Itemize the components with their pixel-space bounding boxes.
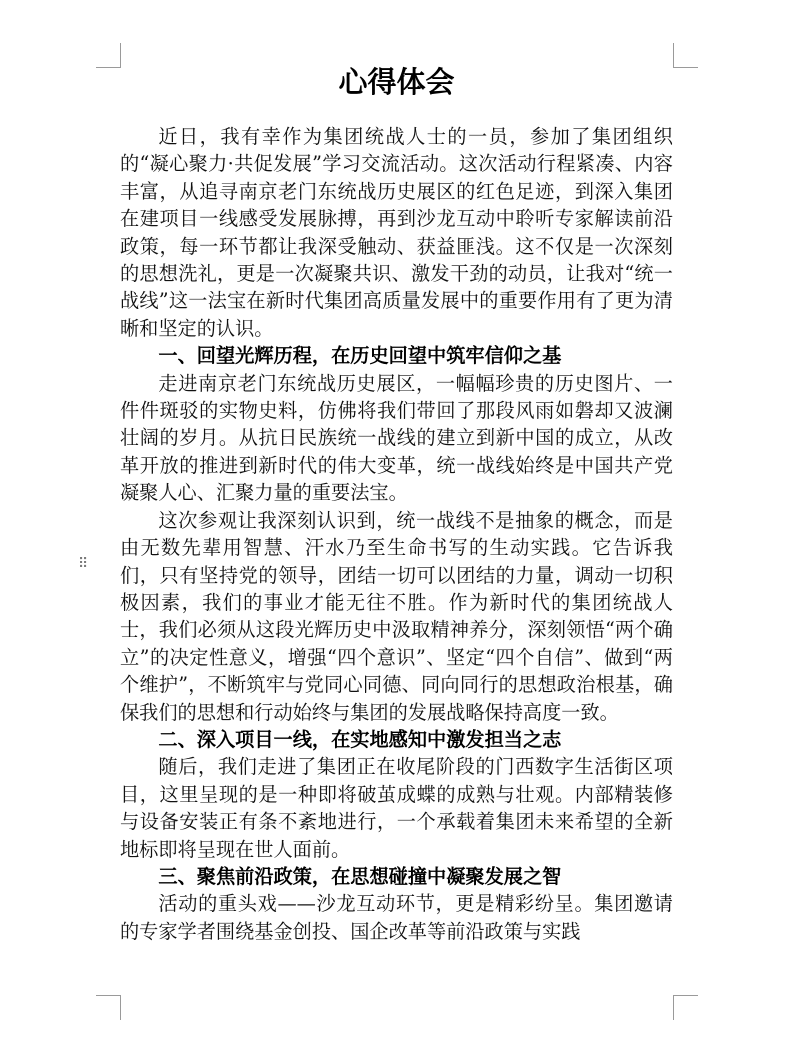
section-heading-2: 二、深入项目一线，在实地感知中激发担当之志 — [158, 727, 562, 751]
intro-paragraph: 近日，我有幸作为集团统战人士的一员，参加了集团组织的“凝心聚力·共促发展”学习交流活动。这次活动行程紧凑、内容丰富，从追寻南京老门东统战历史展区的红色足迹，到深入集团在建项目一线感受发展脉搏，再到沙龙互动中聆听专家解读前沿政策，每一环节都让我深受触动、获益匪浅。这不仅是一次深刻的思想洗礼，更是一次凝聚共识、激发干劲的动员，让我对“统一战线”这一法宝在新时代集团高质量发展中的重要作用有了更为清晰和坚定的认识。 — [120, 125, 673, 340]
crop-mark-bottom-right — [673, 995, 698, 1020]
document-body[interactable] — [120, 123, 673, 945]
crop-mark-bottom-left — [96, 995, 121, 1020]
section-heading-3: 三、聚焦前沿政策，在思想碰撞中凝聚发展之智 — [158, 864, 562, 888]
section-1-paragraph-1: 走进南京老门东统战历史展区，一幅幅珍贵的历史图片、一件件斑驳的实物史料，仿佛将我们带回了那段风雨如磐却又波澜壮阔的岁月。从抗日民族统一战线的建立到新中国的成立，从改革开放的推进到新时代的伟大变革，统一战线始终是中国共产党凝聚人心、汇聚力量的重要法宝。 — [120, 371, 673, 505]
section-2-paragraph-1: 随后，我们走进了集团正在收尾阶段的门西数字生活街区项目，这里呈现的是一种即将破茧成蝶的成熟与壮观。内部精装修与设备安装正有条不紊地进行，一个承载着集团未来希望的全新地标即将呈现在世人面前。 — [120, 755, 673, 861]
crop-mark-top-right — [673, 43, 698, 68]
crop-mark-top-left — [96, 43, 121, 68]
document-title: 心得体会 — [338, 65, 455, 99]
drag-handle-icon[interactable]: ⠿ — [78, 556, 88, 572]
section-3-paragraph-1: 活动的重头戏——沙龙互动环节，更是精彩纷呈。集团邀请的专家学者围绕基金创投、国企改革等前沿政策与实践 — [120, 892, 673, 943]
section-heading-1: 一、回望光辉历程，在历史回望中筑牢信仰之基 — [158, 344, 562, 368]
section-1-paragraph-2: 这次参观让我深刻认识到，统一战线不是抽象的概念，而是由无数先辈用智慧、汗水乃至生命书写的生动实践。它告诉我们，只有坚持党的领导，团结一切可以团结的力量，调动一切积极因素，我们的事业才能无往不胜。作为新时代的集团统战人士，我们必须从这段光辉历史中汲取精神养分，深刻领悟“两个确立”的决定性意义，增强“四个意识”、坚定“四个自信”、做到“两个维护”，不断筑牢与党同心同德、同向同行的思想政治根基，确保我们的思想和行动始终与集团的发展战略保持高度一致。 — [120, 508, 673, 724]
